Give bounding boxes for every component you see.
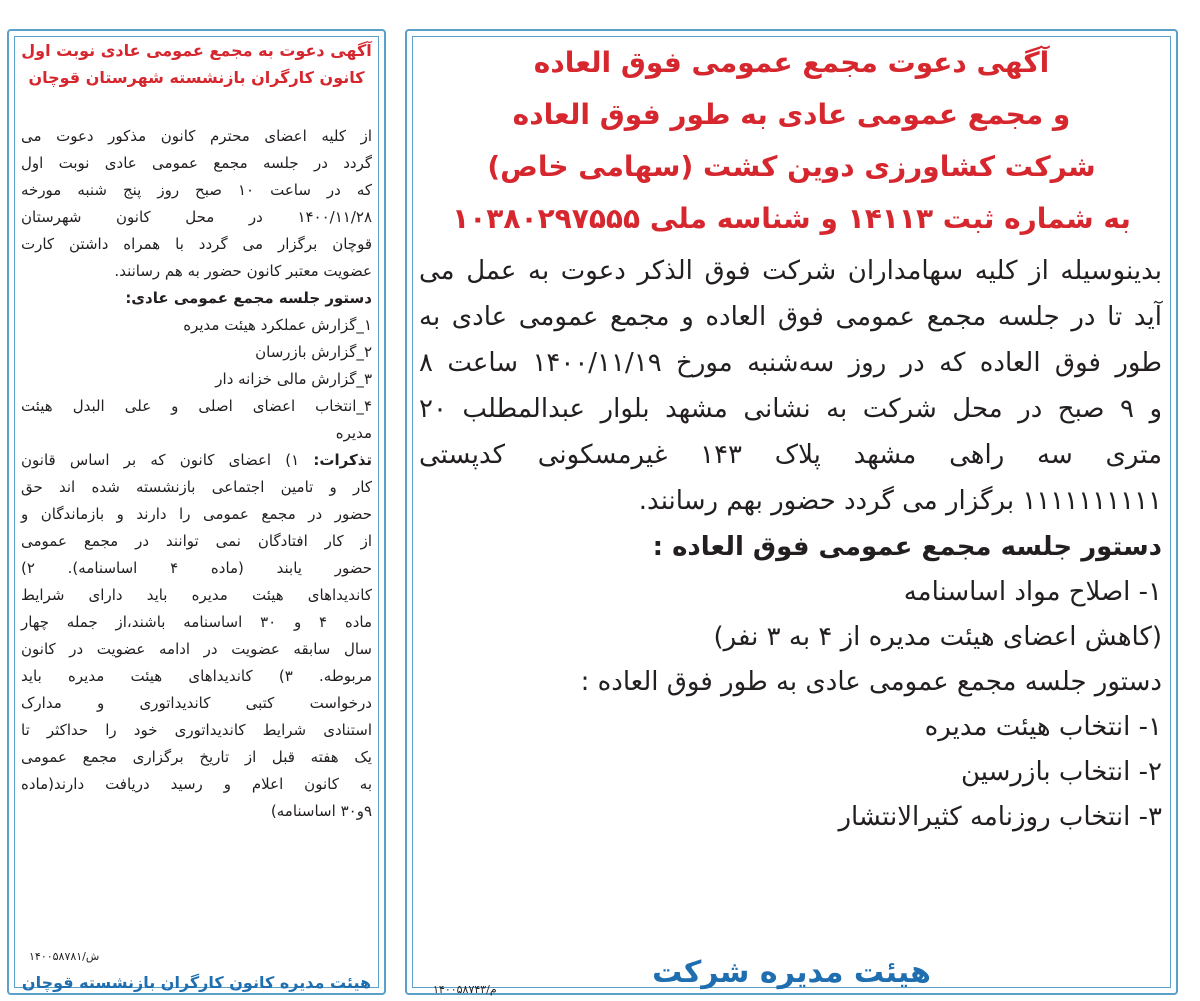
side-body-line: از کلیه اعضای محترم کانون مذکور دعوت می <box>21 127 372 145</box>
main-body-line: ۱۱۱۱۱۱۱۱۱۱ برگزار می گردد حضور بهم رسانند. <box>638 486 1162 516</box>
agenda-item: ۱- اصلاح مواد اساسنامه <box>903 577 1162 607</box>
main-body-line: و ۹ صبح در محل شرکت به نشانی مشهد بلوار عبدالمطلب ۲۰ <box>419 394 1162 424</box>
side-note-line: به کانون اعلام و رسید دریافت دارند(ماده <box>21 775 372 793</box>
side-note-line: یک هفته قبل از تاریخ برگزاری مجمع عمومی <box>21 748 372 766</box>
side-note-line: درخواست کتبی کاندیداتوری و مدارک <box>21 694 372 712</box>
side-notice-body <box>21 123 372 825</box>
main-title-line: شرکت کشاورزی دوین کشت (سهامی خاص) <box>487 150 1096 183</box>
side-note-line: ۹و۳۰ اساسنامه) <box>270 802 372 820</box>
side-notice-title <box>17 37 376 91</box>
agenda-item: ۲- انتخاب بازرسین <box>960 757 1162 787</box>
side-body-line: که در ساعت ۱۰ صبح روز پنج شنبه مورخه <box>21 181 373 199</box>
side-agenda-item: ۱_گزارش عملکرد هیئت مدیره <box>183 316 372 334</box>
side-notes-first-text: ۱) اعضای کانون که بر اساس قانون <box>21 451 314 469</box>
extraordinary-agenda-heading: دستور جلسه مجمع عمومی فوق العاده : <box>652 532 1162 562</box>
agenda-item: ۳- انتخاب روزنامه کثیرالانتشار <box>838 802 1162 832</box>
main-body-line: متری سه راهی مشهد پلاک ۱۴۳ غیرمسکونی کدپستی <box>419 440 1163 470</box>
agenda-item: (کاهش اعضای هیئت مدیره از ۴ به ۳ نفر) <box>713 622 1162 652</box>
side-title-line: کانون کارگران بازنشسته شهرستان قوچان <box>28 68 365 87</box>
side-ref-code: ۱۴۰۰۵۸۷۸۱/ش <box>29 950 100 963</box>
side-note-line: سال سابقه عضویت در ادامه عضویت در کانون <box>21 640 372 658</box>
agenda-item: ۱- انتخاب هیئت مدیره <box>924 712 1162 742</box>
side-notes-label: تذکرات: <box>313 451 372 469</box>
side-body-line: گردد در جلسه مجمع عمومی عادی نوبت اول <box>21 154 372 172</box>
side-note-line: حضور در مجمع عمومی را دارند و بازماندگان و <box>21 505 372 523</box>
side-notes-first-line <box>21 447 372 474</box>
side-note-line: کاندیداهای هیئت مدیره باید دارای شرایط <box>21 586 372 604</box>
side-title-line: آگهی دعوت به مجمع عمومی عادی نوبت اول <box>21 41 372 60</box>
side-agenda-item: ۴_انتخاب اعضای اصلی و علی البدل هیئت <box>21 397 372 415</box>
main-title-line: به شماره ثبت ۱۴۱۱۳ و شناسه ملی ۱۰۳۸۰۲۹۷۵۵۵ <box>452 202 1131 235</box>
main-body-line: طور فوق العاده که در روز سه‌شنبه مورخ ۱۴۰۰/۱۱/۱۹ ساعت ۸ <box>419 348 1162 378</box>
main-notice-title <box>427 37 1156 245</box>
side-note-line: کار و تامین اجتماعی بازنشسته شده اند حق <box>21 478 372 496</box>
main-title-line: آگهی دعوت مجمع عمومی فوق العاده <box>533 46 1050 79</box>
main-body-line: آید تا در جلسه مجمع عمومی فوق العاده و مجمع عمومی عادی به <box>419 302 1162 332</box>
side-agenda-item: ۲_گزارش بازرسان <box>255 343 372 361</box>
main-signature: هیئت مدیره شرکت <box>652 955 931 990</box>
side-agenda-item: ۳_گزارش مالی خزانه دار <box>215 370 372 388</box>
side-note-line: از کار افتادگان نمی توانند در مجمع عمومی <box>21 532 372 550</box>
side-body-line: عضویت معتبر کانون حضور به هم رسانند. <box>114 262 372 280</box>
side-note-line: ماده ۴ و ۳۰ اساسنامه باشند،از جمله چهار <box>21 613 372 631</box>
main-notice-body <box>419 248 1162 840</box>
main-ref-code: ۱۴۰۰۵۸۷۴۳/م <box>433 983 497 996</box>
side-agenda-item: مدیره <box>335 424 372 442</box>
main-notice <box>405 29 1178 995</box>
side-note-line: مربوطه. ۳) کاندیداهای هیئت مدیره باید <box>21 667 372 685</box>
ordinary-agenda-heading: دستور جلسه مجمع عمومی عادی به طور فوق العاده : <box>580 667 1162 697</box>
side-body-line: قوچان برگزار می گردد با همراه داشتن کارت <box>21 235 372 253</box>
side-body-line: ۱۴۰۰/۱۱/۲۸ در محل کانون شهرستان <box>21 208 372 226</box>
main-body-line: بدینوسیله از کلیه سهامداران شرکت فوق الذکر دعوت به عمل می <box>419 256 1162 286</box>
side-note-line: حضور یابند (ماده ۴ اساسنامه). ۲) <box>21 559 372 577</box>
side-notice <box>7 29 386 995</box>
side-signature: هیئت مدیره کانون کارگران بازنشسته قوچان <box>21 973 372 992</box>
side-agenda-heading: دستور جلسه مجمع عمومی عادی: <box>125 289 372 307</box>
side-note-line: استنادی شرایط کاندیداتوری خود را حداکثر تا <box>21 721 372 739</box>
main-title-line: و مجمع عمومی عادی به طور فوق العاده <box>512 98 1071 131</box>
